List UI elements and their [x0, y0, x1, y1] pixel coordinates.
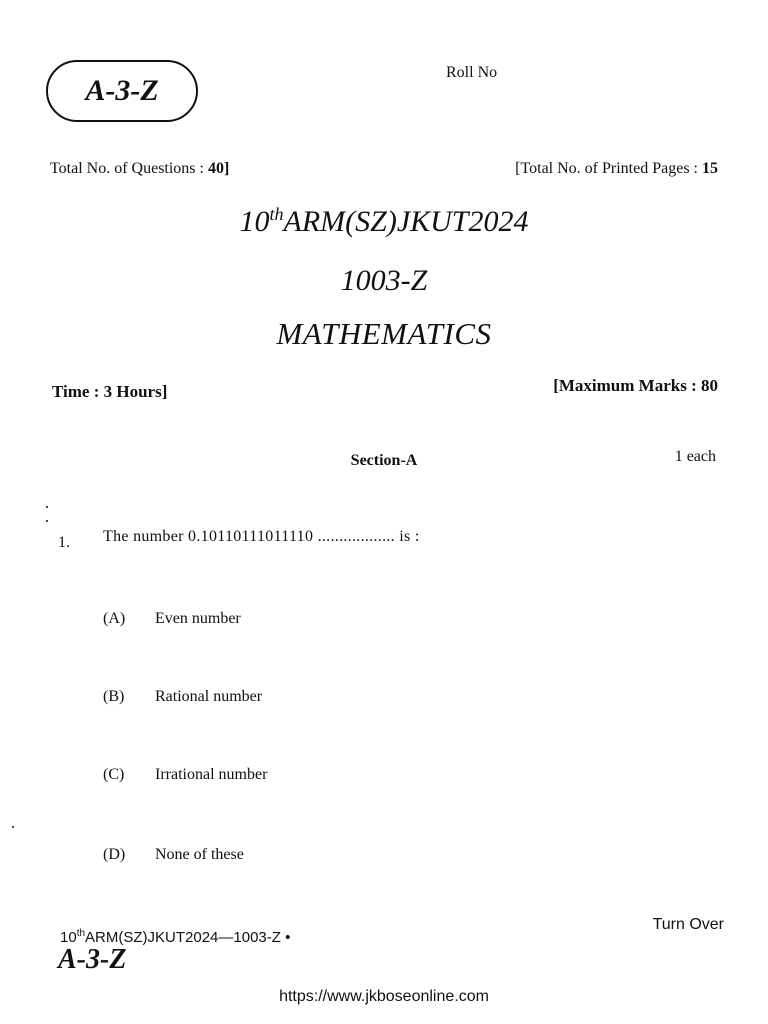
exam-code-sup: th — [269, 204, 284, 224]
turn-over-note: Turn Over — [652, 916, 724, 933]
section-marks: 1 each — [674, 448, 716, 465]
option-letter: (B) — [103, 688, 125, 705]
exam-code-rest: ARM(SZ)JKUT2024 — [283, 205, 529, 238]
option-text: Even number — [155, 610, 241, 627]
scan-speck — [46, 520, 48, 522]
option-d — [103, 846, 244, 864]
subject-title: MATHEMATICS — [276, 316, 492, 351]
question-number: 1. — [58, 534, 70, 551]
set-code-text: A-3-Z — [85, 74, 159, 107]
option-c — [103, 766, 267, 784]
time-duration: Time : 3 Hours] — [52, 382, 168, 401]
footer-code-prefix: 10 — [60, 929, 77, 946]
option-letter: (C) — [103, 766, 125, 783]
source-url[interactable]: https://www.jkboseonline.com — [279, 988, 489, 1005]
option-text: Irrational number — [155, 766, 268, 783]
exam-code-prefix: 10 — [239, 205, 270, 238]
footer-set-code: A-3-Z — [58, 944, 127, 975]
footer-code-sup: th — [76, 928, 86, 939]
roll-number-label: Roll No — [446, 64, 498, 81]
scan-speck — [46, 506, 48, 508]
total-pages — [515, 160, 718, 178]
total-pages-value: 15 — [702, 160, 718, 177]
total-questions-label: Total No. of Questions : — [50, 160, 208, 177]
option-letter: (A) — [103, 610, 126, 627]
total-questions-value: 40] — [207, 160, 230, 177]
total-pages-label: [Total No. of Printed Pages : — [515, 160, 702, 177]
paper-code: 1003-Z — [340, 264, 428, 297]
maximum-marks: [Maximum Marks : 80 — [553, 376, 718, 395]
scan-speck — [12, 826, 14, 828]
exam-code — [0, 204, 768, 239]
option-text: None of these — [155, 846, 244, 863]
footer-code-rest: ARM(SZ)JKUT2024—1003-Z • — [85, 929, 291, 946]
option-text: Rational number — [155, 688, 263, 705]
option-b — [103, 688, 262, 706]
set-code-badge — [46, 60, 198, 122]
question-text: The number 0.10110111011110 .................. is : — [103, 528, 420, 545]
option-letter: (D) — [103, 846, 126, 863]
option-a — [103, 610, 241, 628]
total-questions — [50, 160, 229, 178]
section-heading: Section-A — [350, 452, 418, 469]
